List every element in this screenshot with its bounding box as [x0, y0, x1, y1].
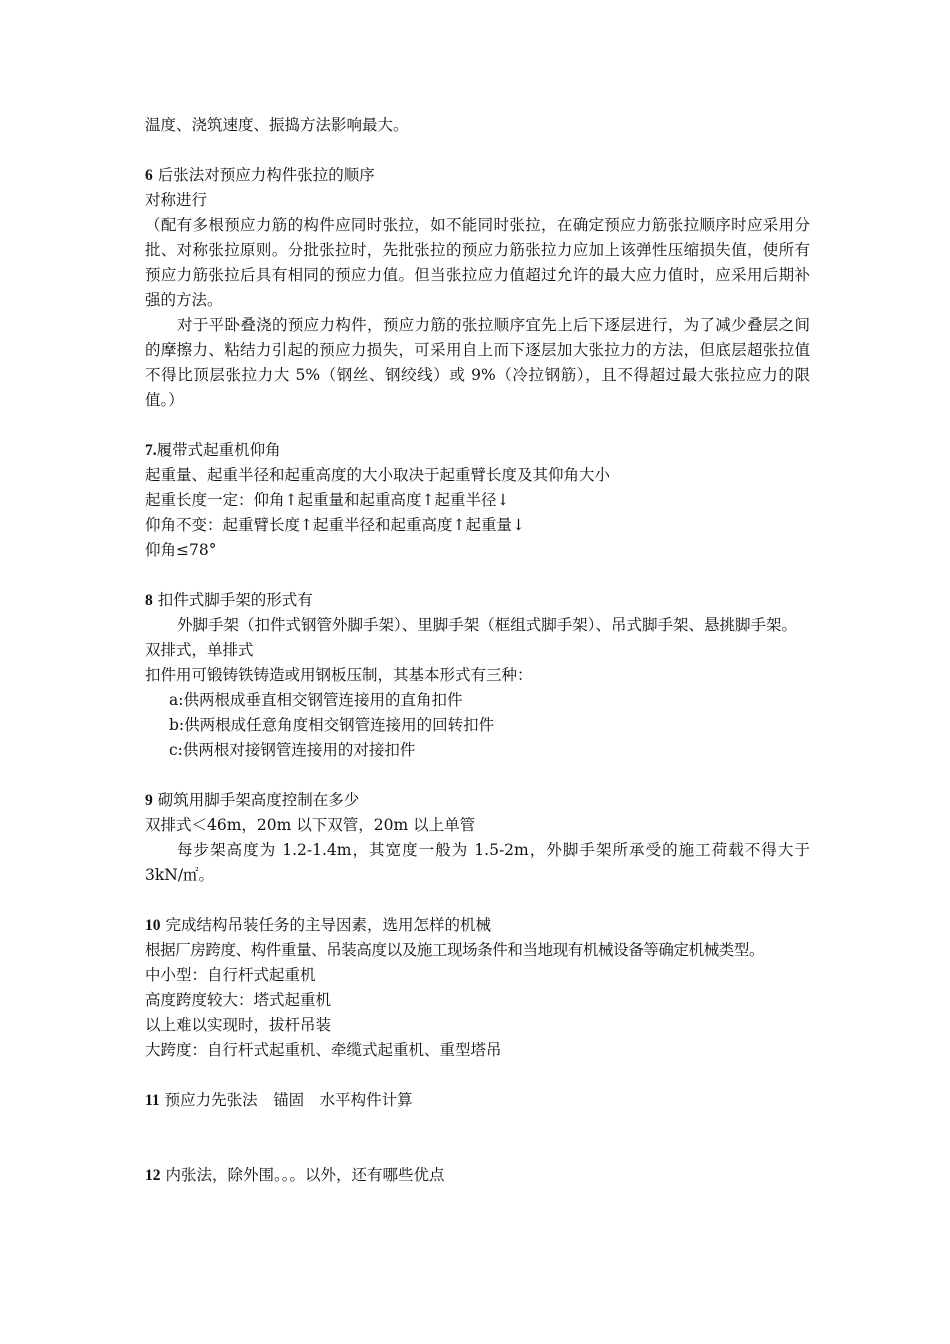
section-8-paragraph: 外脚手架（扣件式钢管外脚手架）、里脚手架（框组式脚手架）、吊式脚手架、悬挑脚手架。 [177, 616, 798, 634]
section-11-number: 11 [145, 1092, 160, 1109]
section-9-heading [145, 788, 810, 813]
section-6-paragraph-1: （配有多根预应力筋的构件应同时张拉，如不能同时张拉，在确定预应力筋张拉顺序时应采用分批、对称张拉原则。分批张拉时，先批张拉的预应力筋张拉力应加上该弹性压缩损失值，使所有预应力筋张拉后具有相同的预应力值。但当张拉应力值超过允许的最大应力值时，应采用后期补强的方法。 [145, 216, 810, 309]
section-9-line: 双排式＜46m，20m 以下双管，20m 以上单管 [145, 816, 476, 834]
list-item: a:供两根成垂直相交钢管连接用的直角扣件 [169, 691, 463, 709]
list-item: c:供两根对接钢管连接用的对接扣件 [169, 741, 416, 759]
section-12-title: 内张法，除外围。。。以外，还有哪些优点 [165, 1166, 445, 1184]
section-7-line: 起重量、起重半径和起重高度的大小取决于起重臂长度及其仰角大小 [145, 466, 611, 484]
section-6-title: 后张法对预应力构件张拉的顺序 [157, 166, 375, 184]
section-10-heading [145, 913, 810, 938]
section-8-title: 扣件式脚手架的形式有 [157, 591, 313, 609]
section-7-line: 起重长度一定：仰角↑起重量和起重高度↑起重半径↓ [145, 491, 510, 509]
section-8-number: 8 [145, 592, 153, 609]
section-10-title: 完成结构吊装任务的主导因素，选用怎样的机械 [165, 916, 491, 934]
section-10-number: 10 [145, 917, 161, 934]
document-body [145, 113, 810, 1188]
section-7-heading [145, 438, 810, 463]
section-8-line: 扣件用可锻铸铁铸造或用钢板压制，其基本形式有三种： [145, 666, 533, 684]
section-11-heading [145, 1088, 810, 1113]
section-10-line: 中小型：自行杆式起重机 [145, 966, 316, 984]
section-10-line: 大跨度：自行杆式起重机、牵缆式起重机、重型塔吊 [145, 1041, 502, 1059]
section-8-heading [145, 588, 810, 613]
section-7-line: 仰角不变：起重臂长度↑起重半径和起重高度↑起重量↓ [145, 516, 525, 534]
section-11-title: 预应力先张法 锚固 水平构件计算 [164, 1091, 413, 1109]
section-12-heading [145, 1163, 810, 1188]
list-item: b:供两根成任意角度相交钢管连接用的回转扣件 [169, 716, 495, 734]
section-7-number: 7. [145, 442, 157, 459]
section-12-number: 12 [145, 1167, 161, 1184]
section-9-title: 砌筑用脚手架高度控制在多少 [157, 791, 360, 809]
section-10-line: 根据厂房跨度、构件重量、吊装高度以及施工现场条件和当地现有机械设备等确定机械类型。 [145, 941, 765, 959]
section-9-number: 9 [145, 792, 153, 809]
section-6-line: 对称进行 [145, 191, 208, 209]
section-7-line: 仰角≤78° [145, 541, 217, 559]
section-6-heading [145, 163, 810, 188]
intro-line: 温度、浇筑速度、振捣方法影响最大。 [145, 116, 409, 134]
section-6-paragraph-2: 对于平卧叠浇的预应力构件，预应力筋的张拉顺序宜先上后下逐层进行，为了减少叠层之间的摩擦力、粘结力引起的预应力损失，可采用自上而下逐层加大张拉力的方法，但底层超张拉值不得比顶层张拉力大 5%（钢丝、钢绞线）或 9%（冷拉钢筋），且不得超过最大张拉应力的限值。） [145, 316, 810, 409]
section-10-line: 高度跨度较大：塔式起重机 [145, 991, 332, 1009]
section-9-paragraph: 每步架高度为 1.2-1.4m，其宽度一般为 1.5-2m，外脚手架所承受的施工荷载不得大于 3kN/㎡。 [145, 841, 810, 884]
section-7-title: 履带式起重机仰角 [156, 441, 281, 459]
section-10-line: 以上难以实现时，拔杆吊装 [145, 1016, 332, 1034]
section-6-number: 6 [145, 167, 153, 184]
section-8-line: 双排式，单排式 [145, 641, 254, 659]
